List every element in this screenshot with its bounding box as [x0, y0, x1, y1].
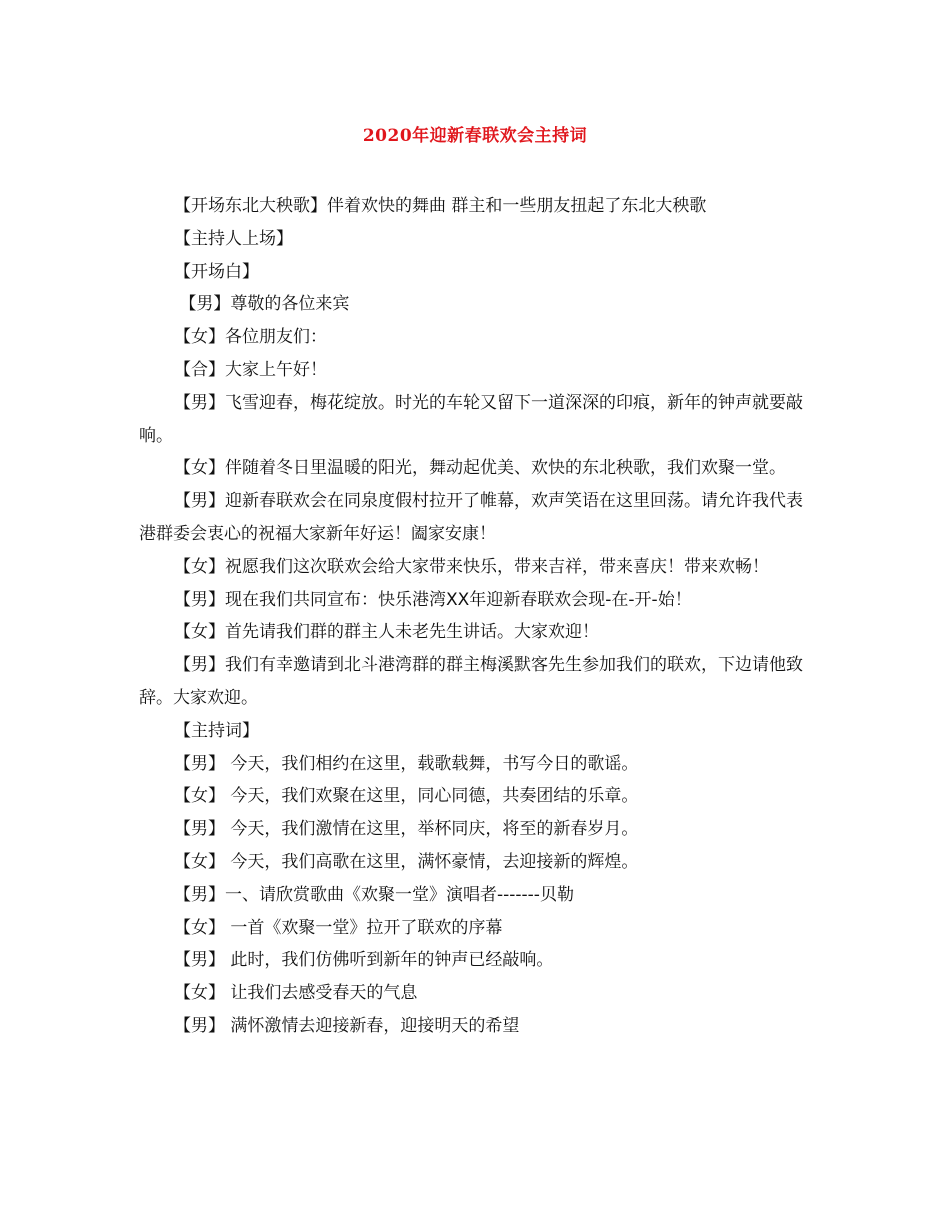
- paragraph: 【女】 今天，我们欢聚在这里，同心同德，共奏团结的乐章。: [174, 786, 639, 807]
- paragraph: 【男】 此时，我们仿佛听到新年的钟声已经敲响。: [174, 950, 554, 971]
- paragraph: 【女】各位朋友们：: [174, 327, 327, 348]
- paragraph: 【主持词】: [174, 720, 259, 741]
- document-body: [139, 190, 819, 1043]
- document-title: 2020年迎新春联欢会主持词: [362, 126, 588, 146]
- paragraph: 【男】 满怀激情去迎接新春，迎接明天的希望: [174, 1015, 520, 1036]
- paragraph: 【开场白】: [174, 261, 259, 282]
- paragraph: 【男】尊敬的各位来宾: [174, 294, 350, 315]
- paragraph: 【男】一、请欣赏歌曲《欢聚一堂》演唱者-------贝勒: [174, 884, 574, 905]
- paragraph: 【女】祝愿我们这次联欢会给大家带来快乐，带来吉祥，带来喜庆！带来欢畅！: [174, 556, 769, 577]
- paragraph: 【男】 今天，我们相约在这里，载歌载舞，书写今日的歌谣。: [174, 753, 639, 774]
- paragraph: 【女】伴随着冬日里温暖的阳光，舞动起优美、欢快的东北秧歌，我们欢聚一堂。: [174, 458, 786, 479]
- paragraph: 【男】飞雪迎春，梅花绽放。时光的车轮又留下一道深深的印痕，新年的钟声就要敲响。: [139, 392, 803, 446]
- paragraph: 【男】我们有幸邀请到北斗港湾群的群主梅溪默客先生参加我们的联欢，下边请他致辞。大家欢迎。: [139, 655, 803, 708]
- paragraph: 【男】迎新春联欢会在同泉度假村拉开了帷幕，欢声笑语在这里回荡。请允许我代表港群委会衷心的祝福大家新年好运！阖家安康！: [139, 491, 803, 544]
- paragraph: 【开场东北大秧歌】伴着欢快的舞曲 群主和一些朋友扭起了东北大秧歌: [174, 196, 707, 216]
- paragraph: 【男】现在我们共同宣布：快乐港湾XX年迎新春联欢会现-在-开-始！: [174, 589, 692, 610]
- paragraph: 【男】 今天，我们激情在这里，举杯同庆，将至的新春岁月。: [174, 819, 639, 840]
- paragraph: 【女】 一首《欢聚一堂》拉开了联欢的序幕: [174, 917, 503, 938]
- paragraph: 【主持人上场】: [174, 228, 293, 249]
- paragraph: 【女】首先请我们群的群主人未老先生讲话。大家欢迎！: [174, 622, 599, 643]
- paragraph: 【合】大家上午好！: [174, 359, 327, 380]
- paragraph: 【女】 今天，我们高歌在这里，满怀豪情，去迎接新的辉煌。: [174, 851, 639, 872]
- paragraph: 【女】 让我们去感受春天的气息: [174, 983, 418, 1004]
